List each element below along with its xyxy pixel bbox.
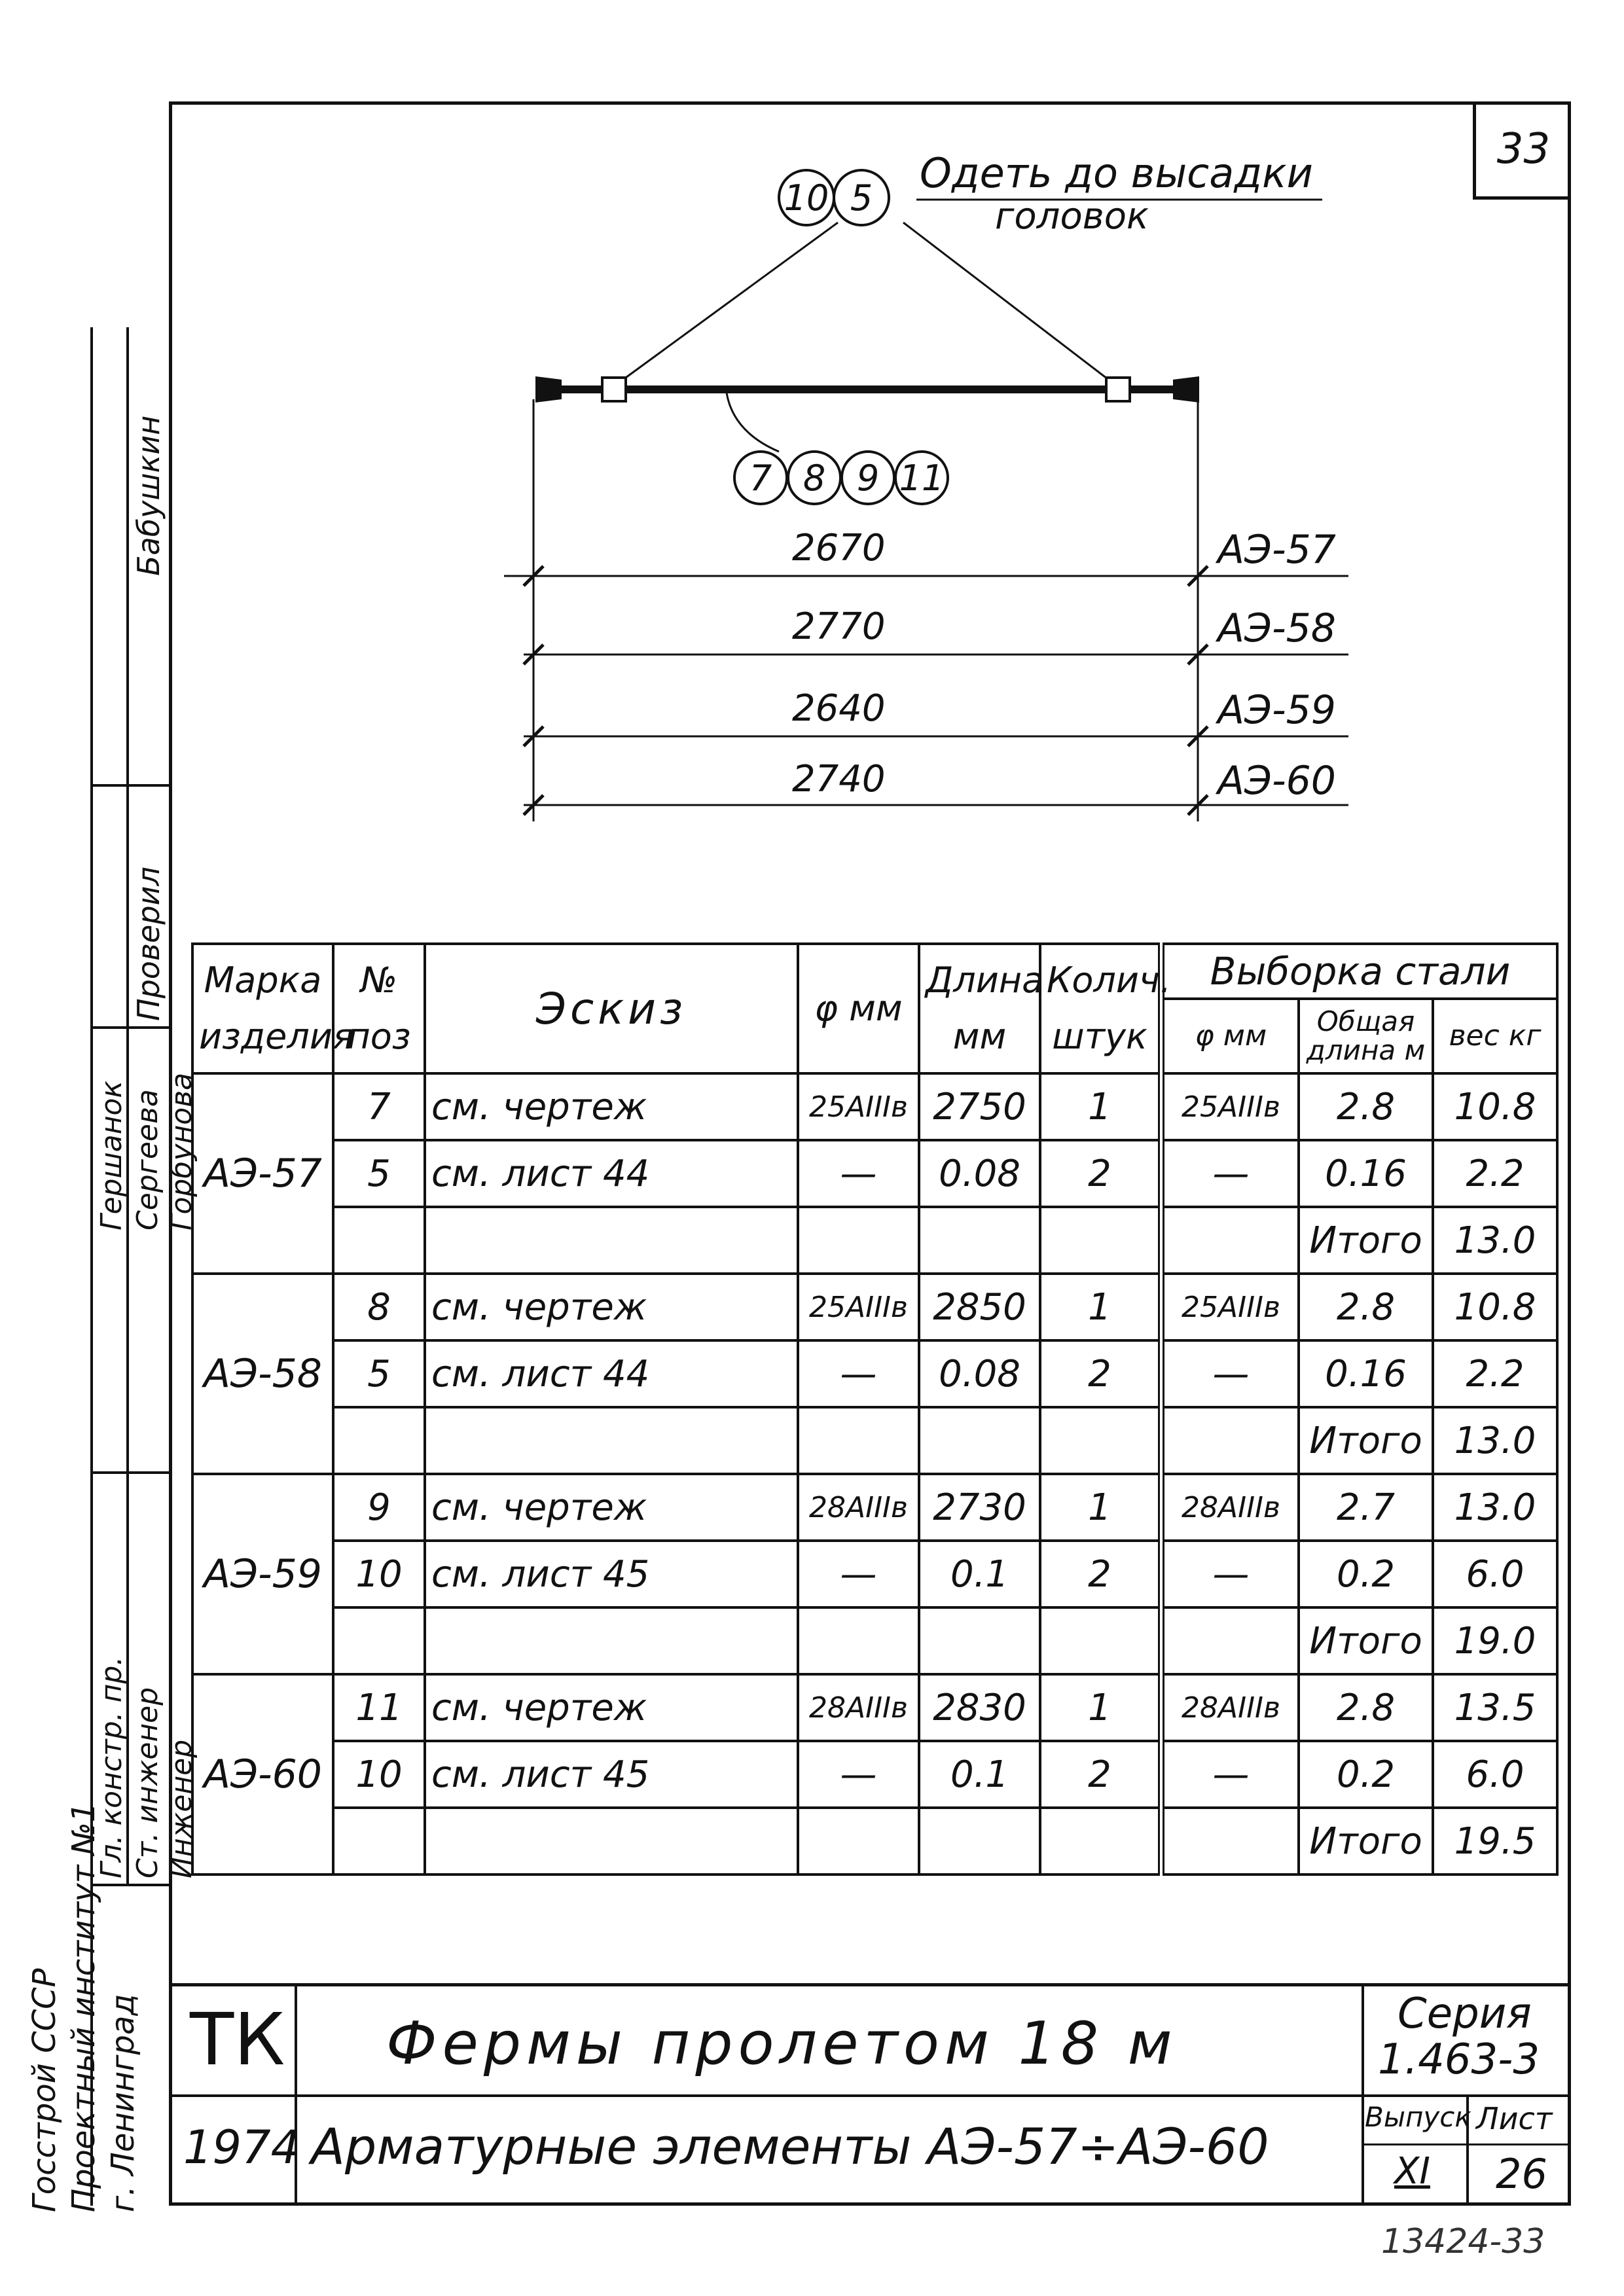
table-row	[192, 1474, 1557, 1541]
cell-steel-diameter: 28АIIIв	[1161, 1674, 1299, 1741]
cell-weight: 2.2	[1433, 1340, 1557, 1407]
cell-sketch: см. чертеж	[425, 1474, 798, 1541]
cell-diameter: 25АIIIв	[798, 1274, 919, 1340]
stamp-name-2: Сергеева	[131, 1089, 164, 1230]
cell-total-length: 2.8	[1299, 1674, 1433, 1741]
cell-weight: 13.5	[1433, 1674, 1557, 1741]
cell-qty: 2	[1040, 1741, 1161, 1808]
title-block-top-line	[169, 1983, 1571, 1986]
cell-length: 0.1	[919, 1741, 1040, 1808]
cell-weight: 10.8	[1433, 1274, 1557, 1340]
header-steel: Выборка стали	[1161, 944, 1557, 999]
table-total-row	[192, 1407, 1557, 1474]
stamp-role-3: Инженер	[165, 1739, 198, 1878]
cell-total-length: 0.2	[1299, 1541, 1433, 1607]
dimension-length-1: 2670	[792, 527, 886, 569]
position-circle-11: 11	[894, 450, 949, 505]
cell-pos: 10	[333, 1741, 425, 1808]
cell-length: 2730	[919, 1474, 1040, 1541]
position-circle-9: 9	[840, 450, 895, 505]
cell-steel-diameter: —	[1161, 1340, 1299, 1407]
cell-sketch: см. чертеж	[425, 1674, 798, 1741]
cell-sketch: см. лист 45	[425, 1541, 798, 1607]
sketch-note-line-1: Одеть до высадки	[920, 149, 1313, 197]
cell-total-label: Итого	[1299, 1808, 1433, 1874]
cell-weight: 10.8	[1433, 1073, 1557, 1140]
cell-sketch: см. лист 44	[425, 1340, 798, 1407]
cell-total-length: 2.8	[1299, 1274, 1433, 1340]
cell-steel-diameter: —	[1161, 1541, 1299, 1607]
cell-length: 0.1	[919, 1541, 1040, 1607]
table-total-row	[192, 1207, 1557, 1274]
cell-steel-diameter: 25АIIIв	[1161, 1274, 1299, 1340]
cell-total-value: 19.0	[1433, 1607, 1557, 1674]
dimension-mark-4: АЭ-60	[1218, 758, 1336, 804]
cell-total-value: 13.0	[1433, 1207, 1557, 1274]
cell-diameter: 25АIIIв	[798, 1073, 919, 1140]
table-row	[192, 1541, 1557, 1607]
cell-total-label: Итого	[1299, 1207, 1433, 1274]
cell-sketch: см. лист 44	[425, 1140, 798, 1207]
cell-total-label: Итого	[1299, 1407, 1433, 1474]
cell-steel-diameter: 25АIIIв	[1161, 1073, 1299, 1140]
group-mark: АЭ-58	[192, 1274, 333, 1474]
title-block-series-value: 1.463-3	[1378, 2036, 1540, 2084]
dimension-length-4: 2740	[792, 758, 886, 800]
cell-weight: 6.0	[1433, 1541, 1557, 1607]
stamp-name-1: Гершанок	[95, 1080, 128, 1230]
header-length: Длина мм	[919, 944, 1040, 1073]
table-row	[192, 1741, 1557, 1808]
header-weight: вес кг	[1433, 999, 1557, 1073]
cell-length: 2830	[919, 1674, 1040, 1741]
stamp-institute-line-1: Госстрой СССР	[26, 1968, 63, 2212]
cell-diameter: 28АIIIв	[798, 1674, 919, 1741]
cell-sketch: см. лист 45	[425, 1741, 798, 1808]
cell-qty: 2	[1040, 1340, 1161, 1407]
title-block-issue-value: XI	[1394, 2150, 1430, 2193]
cell-total-value: 13.0	[1433, 1407, 1557, 1474]
table-row	[192, 1674, 1557, 1741]
position-circle-5: 5	[833, 169, 890, 226]
table-row	[192, 1073, 1557, 1140]
dimension-mark-2: АЭ-58	[1218, 605, 1336, 651]
cell-sketch: см. чертеж	[425, 1073, 798, 1140]
dimension-length-2: 2770	[792, 605, 886, 648]
cell-steel-diameter: —	[1161, 1140, 1299, 1207]
title-block-middle-line	[169, 2094, 1571, 2097]
header-total-length: Общая длина м	[1299, 999, 1433, 1073]
cell-weight: 13.0	[1433, 1474, 1557, 1541]
cell-qty: 2	[1040, 1541, 1161, 1607]
title-block-code: ТК	[190, 1998, 285, 2081]
cell-pos: 7	[333, 1073, 425, 1140]
archive-number: 13424-33	[1381, 2222, 1545, 2261]
header-sketch: Эскиз	[425, 944, 798, 1073]
group-mark: АЭ-59	[192, 1474, 333, 1674]
cell-total-length: 2.7	[1299, 1474, 1433, 1541]
stamp-checked-label: Проверил	[131, 867, 166, 1021]
title-block-year: 1974	[183, 2121, 300, 2174]
cell-qty: 1	[1040, 1073, 1161, 1140]
cell-total-value: 19.5	[1433, 1808, 1557, 1874]
cell-qty: 1	[1040, 1674, 1161, 1741]
cell-pos: 9	[333, 1474, 425, 1541]
dimension-mark-1: АЭ-57	[1218, 527, 1336, 573]
title-block-sheet-value: 26	[1496, 2150, 1547, 2198]
cell-total-length: 0.2	[1299, 1741, 1433, 1808]
stamp-role-1: Гл. констр. пр.	[95, 1656, 128, 1878]
cell-diameter: 28АIIIв	[798, 1474, 919, 1541]
cell-length: 0.08	[919, 1140, 1040, 1207]
table-row	[192, 1140, 1557, 1207]
stamp-institute-line-2: Проектный институт №1	[65, 1802, 102, 2212]
stamp-institute-line-3: г. Ленинград	[105, 1994, 141, 2212]
stamp-name-3: Горбунова	[165, 1072, 198, 1230]
cell-steel-diameter: 28АIIIв	[1161, 1474, 1299, 1541]
steel-specification-table	[191, 942, 1559, 1876]
cell-steel-diameter: —	[1161, 1741, 1299, 1808]
cell-total-length: 2.8	[1299, 1073, 1433, 1140]
table-row	[192, 1340, 1557, 1407]
position-circle-10: 10	[778, 169, 835, 226]
sketch-note-line-2: головок	[995, 195, 1149, 238]
cell-pos: 11	[333, 1674, 425, 1741]
stamp-checked-name: Бабушкин	[131, 415, 166, 576]
table-total-row	[192, 1808, 1557, 1874]
cell-diameter: —	[798, 1741, 919, 1808]
cell-pos: 5	[333, 1340, 425, 1407]
title-block-subtitle: Арматурные элементы АЭ-57÷АЭ-60	[311, 2117, 1269, 2176]
title-block-title: Фермы пролетом 18 м	[386, 2009, 1178, 2078]
cell-diameter: —	[798, 1340, 919, 1407]
cell-sketch: см. чертеж	[425, 1274, 798, 1340]
cell-length: 2750	[919, 1073, 1040, 1140]
cell-length: 2850	[919, 1274, 1040, 1340]
position-circle-8: 8	[787, 450, 842, 505]
dimension-length-3: 2640	[792, 687, 886, 730]
cell-total-label: Итого	[1299, 1607, 1433, 1674]
group-mark: АЭ-57	[192, 1073, 333, 1274]
header-pos: № поз	[333, 944, 425, 1073]
title-block-issue-label: Выпуск	[1365, 2101, 1471, 2133]
header-steel-diameter: φ мм	[1161, 999, 1299, 1073]
cell-diameter: —	[798, 1541, 919, 1607]
cell-diameter: —	[798, 1140, 919, 1207]
cell-total-length: 0.16	[1299, 1140, 1433, 1207]
cell-pos: 5	[333, 1140, 425, 1207]
header-diameter: φ мм	[798, 944, 919, 1073]
position-circle-7: 7	[733, 450, 788, 505]
stamp-role-2: Ст. инженер	[131, 1687, 164, 1878]
cell-pos: 10	[333, 1541, 425, 1607]
cell-qty: 1	[1040, 1274, 1161, 1340]
cell-pos: 8	[333, 1274, 425, 1340]
table-row	[192, 1274, 1557, 1340]
cell-total-length: 0.16	[1299, 1340, 1433, 1407]
cell-qty: 2	[1040, 1140, 1161, 1207]
title-block-issue-line	[1362, 2144, 1571, 2145]
title-block-series-label: Серия	[1398, 1990, 1532, 2038]
dimension-mark-3: АЭ-59	[1218, 687, 1336, 733]
table-total-row	[192, 1607, 1557, 1674]
title-block-right-divider	[1362, 1983, 1364, 2206]
cell-weight: 2.2	[1433, 1140, 1557, 1207]
cell-length: 0.08	[919, 1340, 1040, 1407]
group-mark: АЭ-60	[192, 1674, 333, 1874]
sheet-number: 33	[1473, 101, 1571, 200]
cell-weight: 6.0	[1433, 1741, 1557, 1808]
header-qty: Колич. штук	[1040, 944, 1161, 1073]
header-mark: Марка изделия	[192, 944, 333, 1073]
title-block-sheet-label: Лист	[1476, 2101, 1553, 2136]
cell-qty: 1	[1040, 1474, 1161, 1541]
